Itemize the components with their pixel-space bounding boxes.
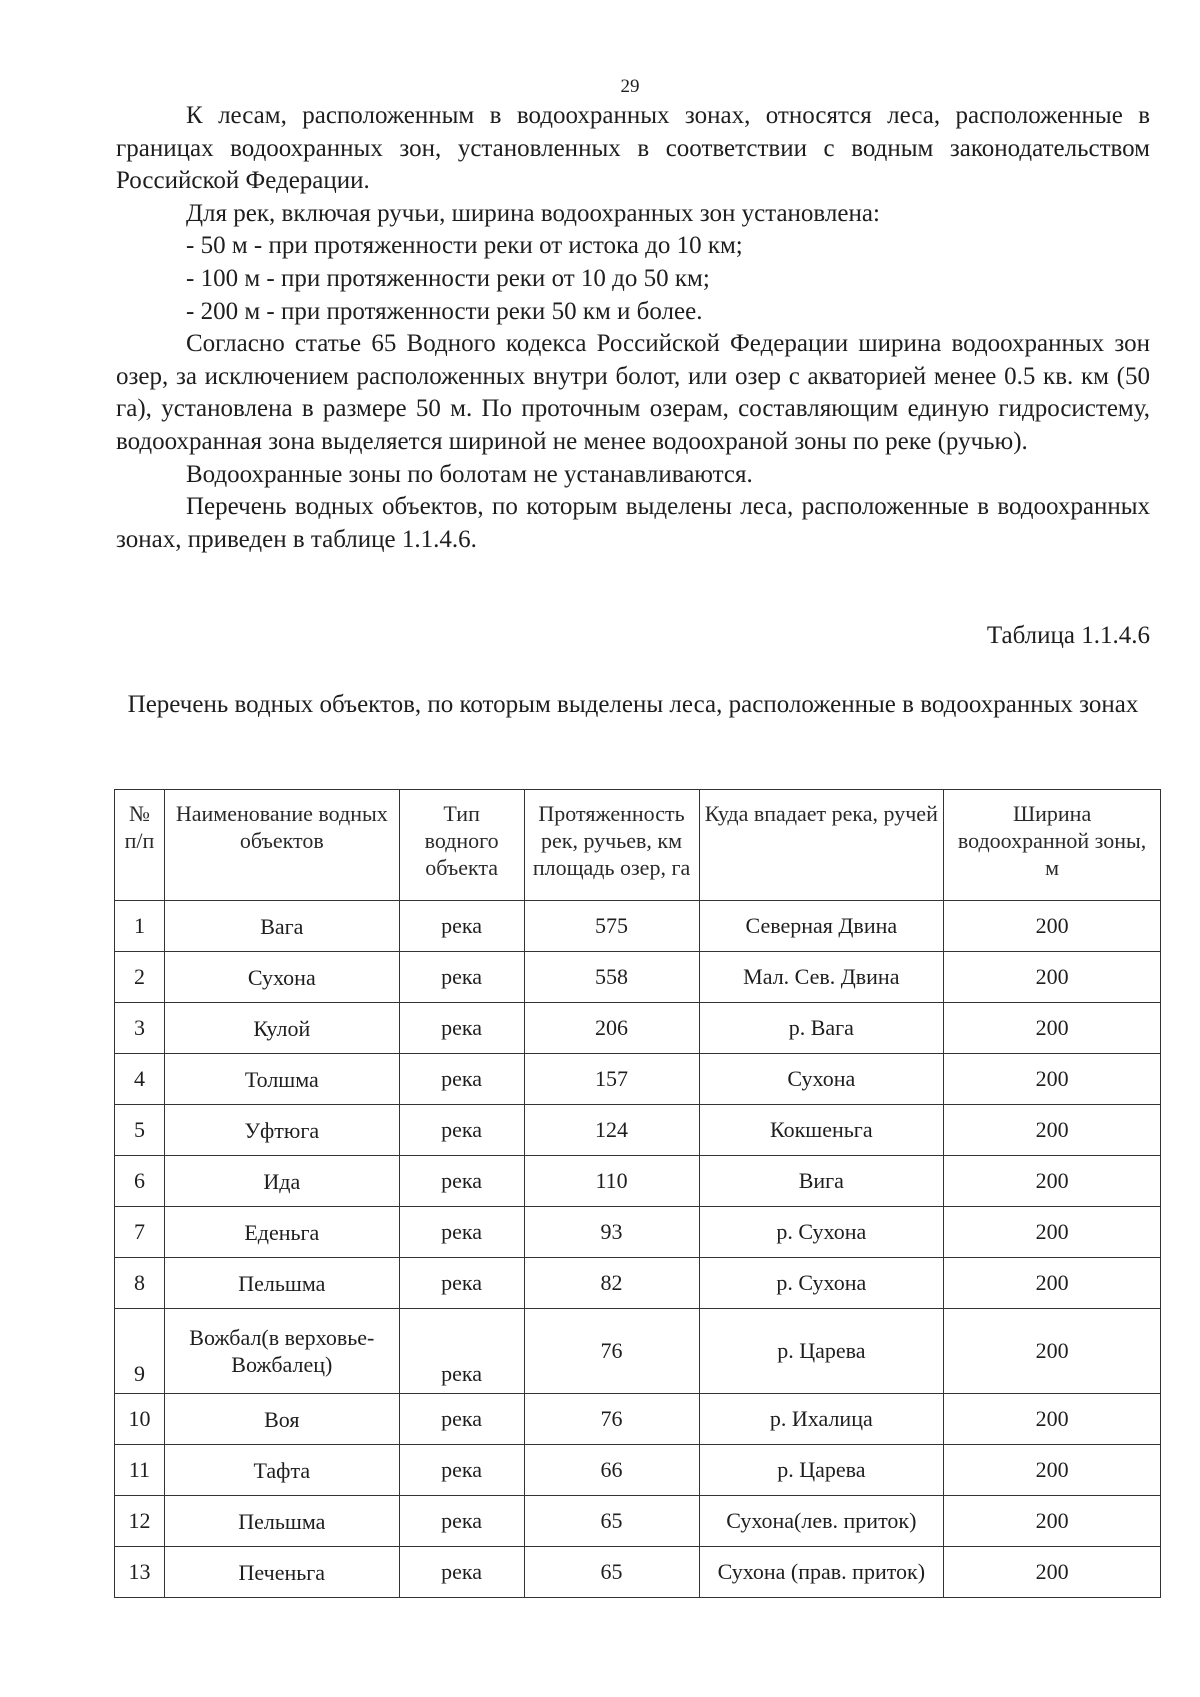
table-row	[115, 1003, 1161, 1054]
cell-destination: Кокшеньга	[699, 1105, 944, 1156]
cell-num: 3	[115, 1003, 165, 1054]
cell-num: 2	[115, 952, 165, 1003]
cell-type: река	[399, 901, 524, 952]
cell-type: река	[399, 1054, 524, 1105]
cell-destination: р. Сухона	[699, 1258, 944, 1309]
table-row	[115, 1054, 1161, 1105]
cell-name: Ида	[164, 1156, 399, 1207]
cell-type: река	[399, 1445, 524, 1496]
cell-width: 200	[944, 1394, 1161, 1445]
cell-length: 124	[524, 1105, 699, 1156]
table-row	[115, 952, 1161, 1003]
cell-destination: р. Сухона	[699, 1207, 944, 1258]
water-objects-table	[114, 789, 1161, 1598]
cell-num: 12	[115, 1496, 165, 1547]
cell-num: 5	[115, 1105, 165, 1156]
cell-type: река	[399, 1258, 524, 1309]
cell-destination: Сухона(лев. приток)	[699, 1496, 944, 1547]
paragraph: Для рек, включая ручьи, ширина водоохранных зон установлена:	[186, 199, 880, 227]
cell-length: 157	[524, 1054, 699, 1105]
cell-num: 4	[115, 1054, 165, 1105]
cell-type: река	[399, 1309, 524, 1394]
cell-width: 200	[944, 1309, 1161, 1394]
cell-type: река	[399, 1105, 524, 1156]
table-row	[115, 1207, 1161, 1258]
list-item: - 100 м - при протяженности реки от 10 до 50 км;	[186, 264, 710, 292]
cell-length: 558	[524, 952, 699, 1003]
table-title: Перечень водных объектов, по которым выделены леса, расположенные в водоохранных зонах	[127, 691, 1139, 718]
header-name: Наименование водных объектов	[164, 790, 399, 901]
header-num: № п/п	[115, 790, 165, 901]
table-row	[115, 1309, 1161, 1394]
cell-destination: р. Вага	[699, 1003, 944, 1054]
paragraph: К лесам, расположенным в водоохранных зонах, относятся леса, расположенные в границах водоохранных зон, установленных в соответствии с водным законодательством Российской Федерации.	[116, 102, 1150, 195]
cell-width: 200	[944, 1496, 1161, 1547]
cell-type: река	[399, 1156, 524, 1207]
cell-type: река	[399, 1547, 524, 1598]
table-row	[115, 1547, 1161, 1598]
cell-type: река	[399, 1207, 524, 1258]
table-row	[115, 1496, 1161, 1547]
cell-destination: р. Царева	[699, 1309, 944, 1394]
cell-width: 200	[944, 1156, 1161, 1207]
cell-destination: р. Царева	[699, 1445, 944, 1496]
cell-width: 200	[944, 1003, 1161, 1054]
cell-num: 10	[115, 1394, 165, 1445]
cell-type: река	[399, 1496, 524, 1547]
cell-name: Еденьга	[164, 1207, 399, 1258]
table-row	[115, 1156, 1161, 1207]
cell-length: 76	[524, 1309, 699, 1394]
cell-name: Вожбал(в верховье- Вожбалец)	[164, 1309, 399, 1394]
paragraph: Согласно статье 65 Водного кодекса Российской Федерации ширина водоохранных зон озер, за исключением расположенных внутри болот, или озер с акваторией менее 0.5 кв. км (50 га), установлена в размере 50 м. По проточным озерам, составляющим единую гидросистему, водоохранная зона выделяется шириной не менее водоохраной зоны по реке (ручью).	[116, 330, 1150, 455]
body-text	[116, 100, 1150, 556]
cell-length: 110	[524, 1156, 699, 1207]
paragraph: Перечень водных объектов, по которым выделены леса, расположенные в водоохранных зонах, приведен в таблице 1.1.4.6.	[116, 493, 1150, 553]
cell-length: 66	[524, 1445, 699, 1496]
cell-name: Сухона	[164, 952, 399, 1003]
cell-width: 200	[944, 952, 1161, 1003]
table-row	[115, 901, 1161, 952]
cell-destination: Сухона (прав. приток)	[699, 1547, 944, 1598]
cell-length: 93	[524, 1207, 699, 1258]
cell-width: 200	[944, 1258, 1161, 1309]
cell-length: 76	[524, 1394, 699, 1445]
cell-length: 206	[524, 1003, 699, 1054]
header-type: Тип водного объекта	[399, 790, 524, 901]
cell-width: 200	[944, 1547, 1161, 1598]
cell-destination: Мал. Сев. Двина	[699, 952, 944, 1003]
cell-type: река	[399, 1394, 524, 1445]
cell-name: Кулой	[164, 1003, 399, 1054]
cell-num: 6	[115, 1156, 165, 1207]
cell-destination: р. Ихалица	[699, 1394, 944, 1445]
cell-name: Пельшма	[164, 1258, 399, 1309]
cell-num: 1	[115, 901, 165, 952]
cell-type: река	[399, 952, 524, 1003]
cell-name: Печеньга	[164, 1547, 399, 1598]
cell-num: 7	[115, 1207, 165, 1258]
cell-num: 11	[115, 1445, 165, 1496]
cell-type: река	[399, 1003, 524, 1054]
cell-name: Уфтюга	[164, 1105, 399, 1156]
cell-length: 82	[524, 1258, 699, 1309]
cell-name: Вага	[164, 901, 399, 952]
cell-name: Тафта	[164, 1445, 399, 1496]
cell-width: 200	[944, 1445, 1161, 1496]
table-row	[115, 1105, 1161, 1156]
cell-length: 575	[524, 901, 699, 952]
cell-destination: Вига	[699, 1156, 944, 1207]
cell-width: 200	[944, 901, 1161, 952]
cell-destination: Сухона	[699, 1054, 944, 1105]
table-number: Таблица 1.1.4.6	[986, 622, 1150, 649]
list-item: - 200 м - при протяженности реки 50 км и более.	[186, 297, 703, 325]
cell-num: 9	[115, 1309, 165, 1394]
cell-width: 200	[944, 1054, 1161, 1105]
cell-destination: Северная Двина	[699, 901, 944, 952]
header-destination: Куда впадает река, ручей	[699, 790, 944, 901]
cell-width: 200	[944, 1207, 1161, 1258]
list-item: - 50 м - при протяженности реки от истока до 10 км;	[186, 232, 743, 260]
cell-name: Пельшма	[164, 1496, 399, 1547]
cell-num: 8	[115, 1258, 165, 1309]
page-number: 29	[620, 76, 640, 97]
table-row	[115, 1258, 1161, 1309]
cell-num: 13	[115, 1547, 165, 1598]
cell-length: 65	[524, 1547, 699, 1598]
cell-name: Толшма	[164, 1054, 399, 1105]
cell-name: Воя	[164, 1394, 399, 1445]
table-header-row	[115, 790, 1161, 901]
table-row	[115, 1394, 1161, 1445]
cell-width: 200	[944, 1105, 1161, 1156]
table-row	[115, 1445, 1161, 1496]
header-length: Протяженность рек, ручьев, км площадь озер, га	[524, 790, 699, 901]
cell-length: 65	[524, 1496, 699, 1547]
header-width: Ширина водоохранной зоны, м	[944, 790, 1161, 901]
paragraph: Водоохранные зоны по болотам не устанавливаются.	[186, 460, 753, 488]
